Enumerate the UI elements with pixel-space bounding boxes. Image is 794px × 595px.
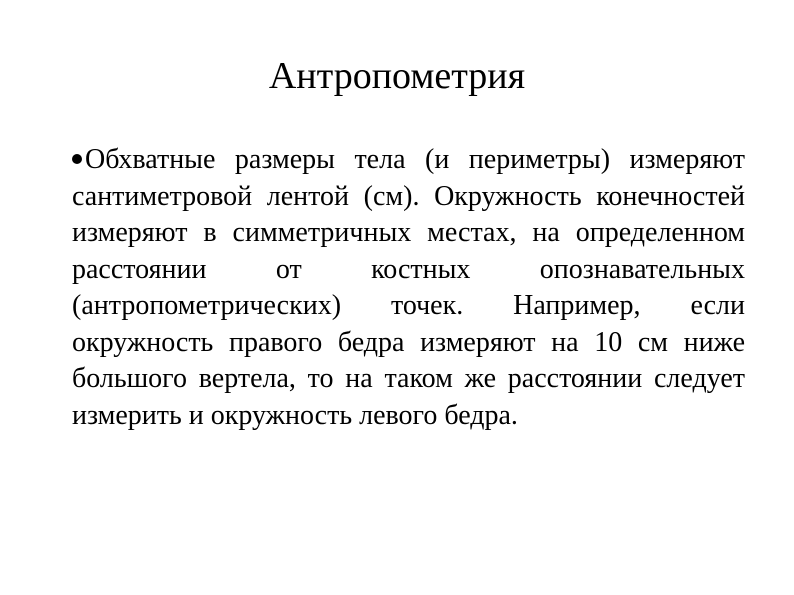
slide-title: Антропометрия	[268, 55, 526, 97]
bullet-text: Обхватные размеры тела (и периметры) измеряют сантиметровой лентой (см). Окружность конечностей измеряют в симметричных местах, на определенном расстоянии от костных опознавательных (антропометрических) точек. Например, если окружность правого бедра измеряют на 10 см ниже большого вертела, то на таком же расстоянии следует измерить и окружность левого бедра.	[72, 144, 745, 431]
bullet-icon	[72, 154, 82, 164]
bullet-item	[72, 142, 745, 434]
bullet-list	[72, 142, 745, 434]
